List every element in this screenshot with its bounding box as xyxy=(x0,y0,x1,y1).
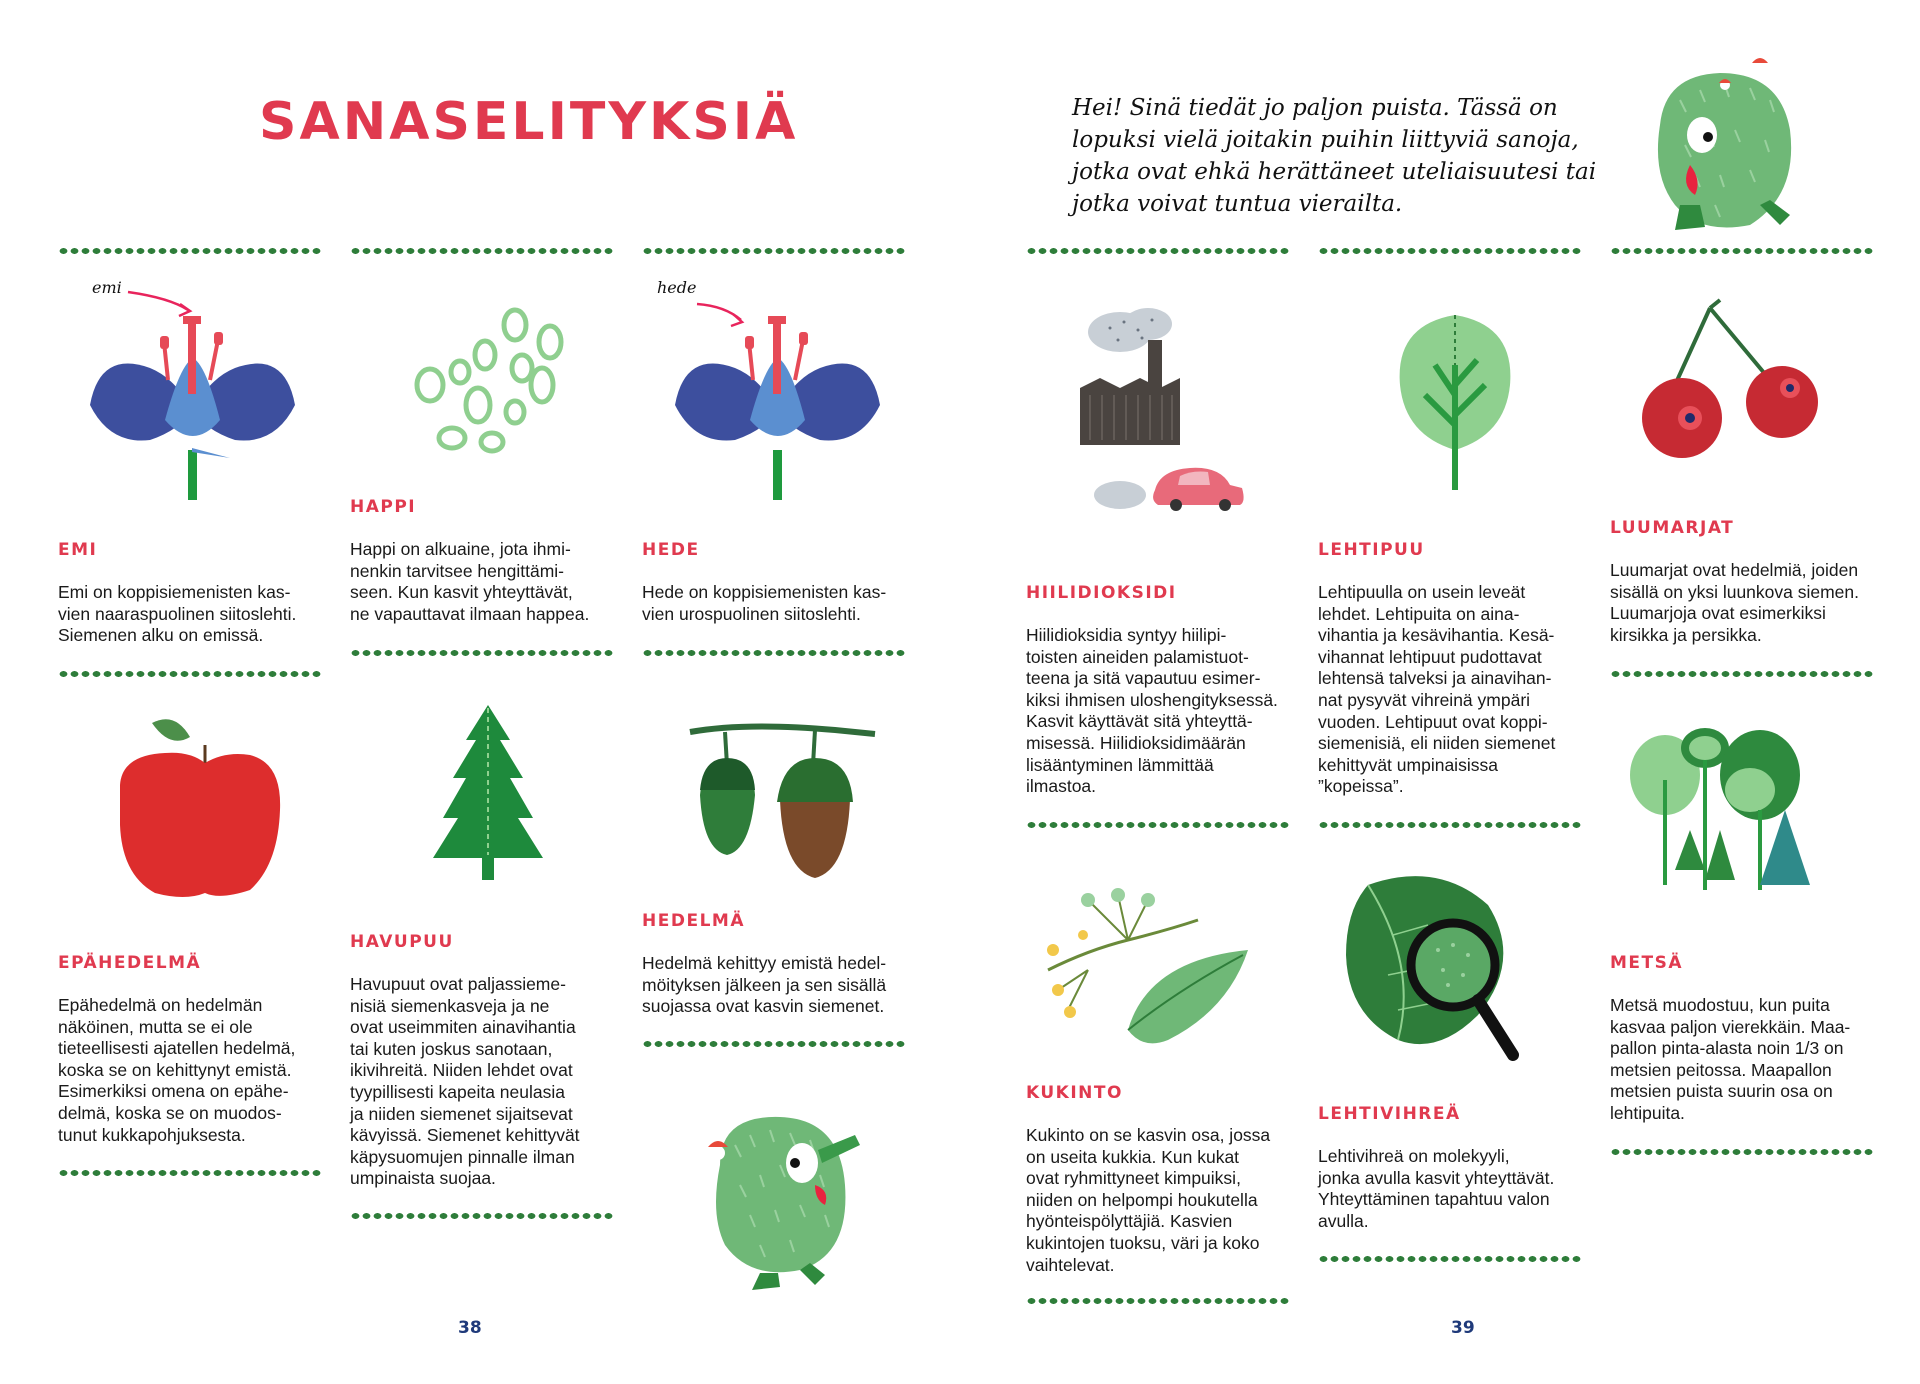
divider xyxy=(350,248,614,254)
page-number-right: 39 xyxy=(1451,1318,1475,1338)
desc-emi: Emi on koppisiemenisten kas- vien naaraspuolinen siitoslehti. Siemenen alku on emissä. xyxy=(58,582,297,646)
divider xyxy=(642,1041,906,1047)
desc-luumarjat: Luumarjat ovat hedelmiä, joiden sisällä on yksi luunkova siemen. Luumarjoja ovat esimerkiksi kirsikka ja persikka. xyxy=(1610,560,1860,645)
desc-happi: Happi on alkuaine, jota ihmi- nenkin tarvitsee hengittämi- seen. Kun kasvit yhteyttävät, ne vapauttavat ilmaan happea. xyxy=(350,539,590,624)
term-hiilidioksidi: HIILIDIOKSIDI xyxy=(1026,583,1177,603)
desc-hiilidioksidi: Hiilidioksidia syntyy hiilipi- toisten aineiden palamistuot- teena ja sitä vapautuu esimer- kiksi ihmisen uloshengityksessä. Kasvit käyttävät sitä yhteyttä- misessä. Hiilidioksidimäärän lisääntyminen lämmittää ilmastoa. xyxy=(1026,625,1278,797)
desc-lehtivihrea: Lehtivihreä on molekyyli, jonka avulla kasvit yhteyttävät. Yhteyttäminen tapahtuu valon avulla. xyxy=(1318,1146,1555,1231)
linden-blossom-illustration xyxy=(1028,880,1258,1080)
divider xyxy=(58,671,322,677)
term-happi: HAPPI xyxy=(350,497,417,517)
divider xyxy=(1610,671,1874,677)
term-luumarjat: LUUMARJAT xyxy=(1610,518,1735,538)
leaf-magnifier-illustration xyxy=(1338,865,1538,1085)
term-emi: EMI xyxy=(58,540,98,560)
spruce-tree-illustration xyxy=(428,700,548,890)
desc-epahedelma: Epähedelmä on hedelmän näköinen, mutta se ei ole tieteellisesti ajatellen hedelmä, koska se on kehittynyt emistä. Esimerkiksi omena on epähe- delmä, koska se on muodos- tunut kukkapohjuksesta. xyxy=(58,995,296,1145)
term-epahedelma: EPÄHEDELMÄ xyxy=(58,953,202,973)
page-title: SANASELITYKSIÄ xyxy=(259,92,799,152)
term-hede: HEDE xyxy=(642,540,700,560)
divider xyxy=(1026,822,1290,828)
term-kukinto: KUKINTO xyxy=(1026,1083,1123,1103)
term-lehtipuu: LEHTIPUU xyxy=(1318,540,1425,560)
desc-havupuu: Havupuut ovat paljassieme- nisiä siemenkasveja ja ne ovat useimmiten ainavihantia tai kuten joskus sanotaan, ikivihreitä. Niiden lehdet ovat tyypillisesti kapeita neulasia ja niiden siemenet sijaitsevat kävyissä. Siemenet kehittyvät käpysuomujen pinnalle ilman umpinaista suojaa. xyxy=(350,974,580,1189)
acorns-illustration xyxy=(685,720,885,880)
desc-metsa: Metsä muodostuu, kun puita kasvaa paljon vierekkäin. Maa- pallon pinta-alasta noin 1/3 on metsien peitossa. Maapallon metsien puista suurin osa on lehtipuita. xyxy=(1610,995,1851,1123)
forest-creature-illustration xyxy=(690,1105,880,1305)
factory-car-illustration xyxy=(1080,300,1260,520)
forest-creature-top-illustration xyxy=(1640,55,1810,235)
term-hedelma: HEDELMÄ xyxy=(642,911,745,931)
desc-lehtipuu: Lehtipuulla on usein leveät lehdet. Lehtipuita on aina- vihantia ja kesävihantia. Kesä- vihannat lehtipuut pudottavat lehtensä talveksi ja ainavihan- nat pysyvät vihreinä ympäri vuoden. Lehtipuut ovat koppi- siemenisiä, eli niiden siemenet kehittyvät umpinaisissa ”kopeissa”. xyxy=(1318,582,1556,797)
term-havupuu: HAVUPUU xyxy=(350,932,454,952)
desc-hede: Hede on koppisiemenisten kas- vien urospuolinen siitoslehti. xyxy=(642,582,887,624)
emi-label: emi xyxy=(92,278,122,297)
divider xyxy=(350,650,614,656)
apple-illustration xyxy=(110,715,290,905)
divider xyxy=(1610,1149,1874,1155)
divider xyxy=(350,1213,614,1219)
divider xyxy=(642,650,906,656)
flower-hede-illustration xyxy=(665,280,895,510)
divider xyxy=(642,248,906,254)
desc-hedelma: Hedelmä kehittyy emistä hedel- möityksen jälkeen ja sen sisällä suojassa ovat kasvin siemenet. xyxy=(642,953,887,1017)
divider xyxy=(58,1170,322,1176)
divider xyxy=(1318,822,1582,828)
hede-label: hede xyxy=(657,278,697,297)
forest-illustration xyxy=(1620,720,1820,920)
divider xyxy=(1026,248,1290,254)
divider xyxy=(1318,1256,1582,1262)
oxygen-bubbles-illustration xyxy=(410,300,580,470)
divider xyxy=(1026,1298,1290,1304)
term-metsa: METSÄ xyxy=(1610,953,1684,973)
page-number-left: 38 xyxy=(458,1318,482,1338)
divider xyxy=(58,248,322,254)
cherries-illustration xyxy=(1640,300,1830,460)
divider xyxy=(1610,248,1874,254)
divider xyxy=(1318,248,1582,254)
term-lehtivihrea: LEHTIVIHREÄ xyxy=(1318,1104,1461,1124)
desc-kukinto: Kukinto on se kasvin osa, jossa on useita kukkia. Kun kukat ovat ryhmittyneet kimpuiksi, niiden on helpompi houkutella hyönteispölyttäjiä. Kasvien kukintojen tuoksu, väri ja koko vaihtelevat. xyxy=(1026,1125,1271,1275)
deciduous-tree-illustration xyxy=(1385,305,1525,505)
flower-emi-illustration xyxy=(80,280,310,510)
intro-text: Hei! Sinä tiedät jo paljon puista. Tässä on lopuksi vielä joitakin puihin liittyviä sanoja, jotka ovat ehkä herättäneet uteliaisuutesi tai jotka voivat tuntua vierailta. xyxy=(1072,95,1597,217)
